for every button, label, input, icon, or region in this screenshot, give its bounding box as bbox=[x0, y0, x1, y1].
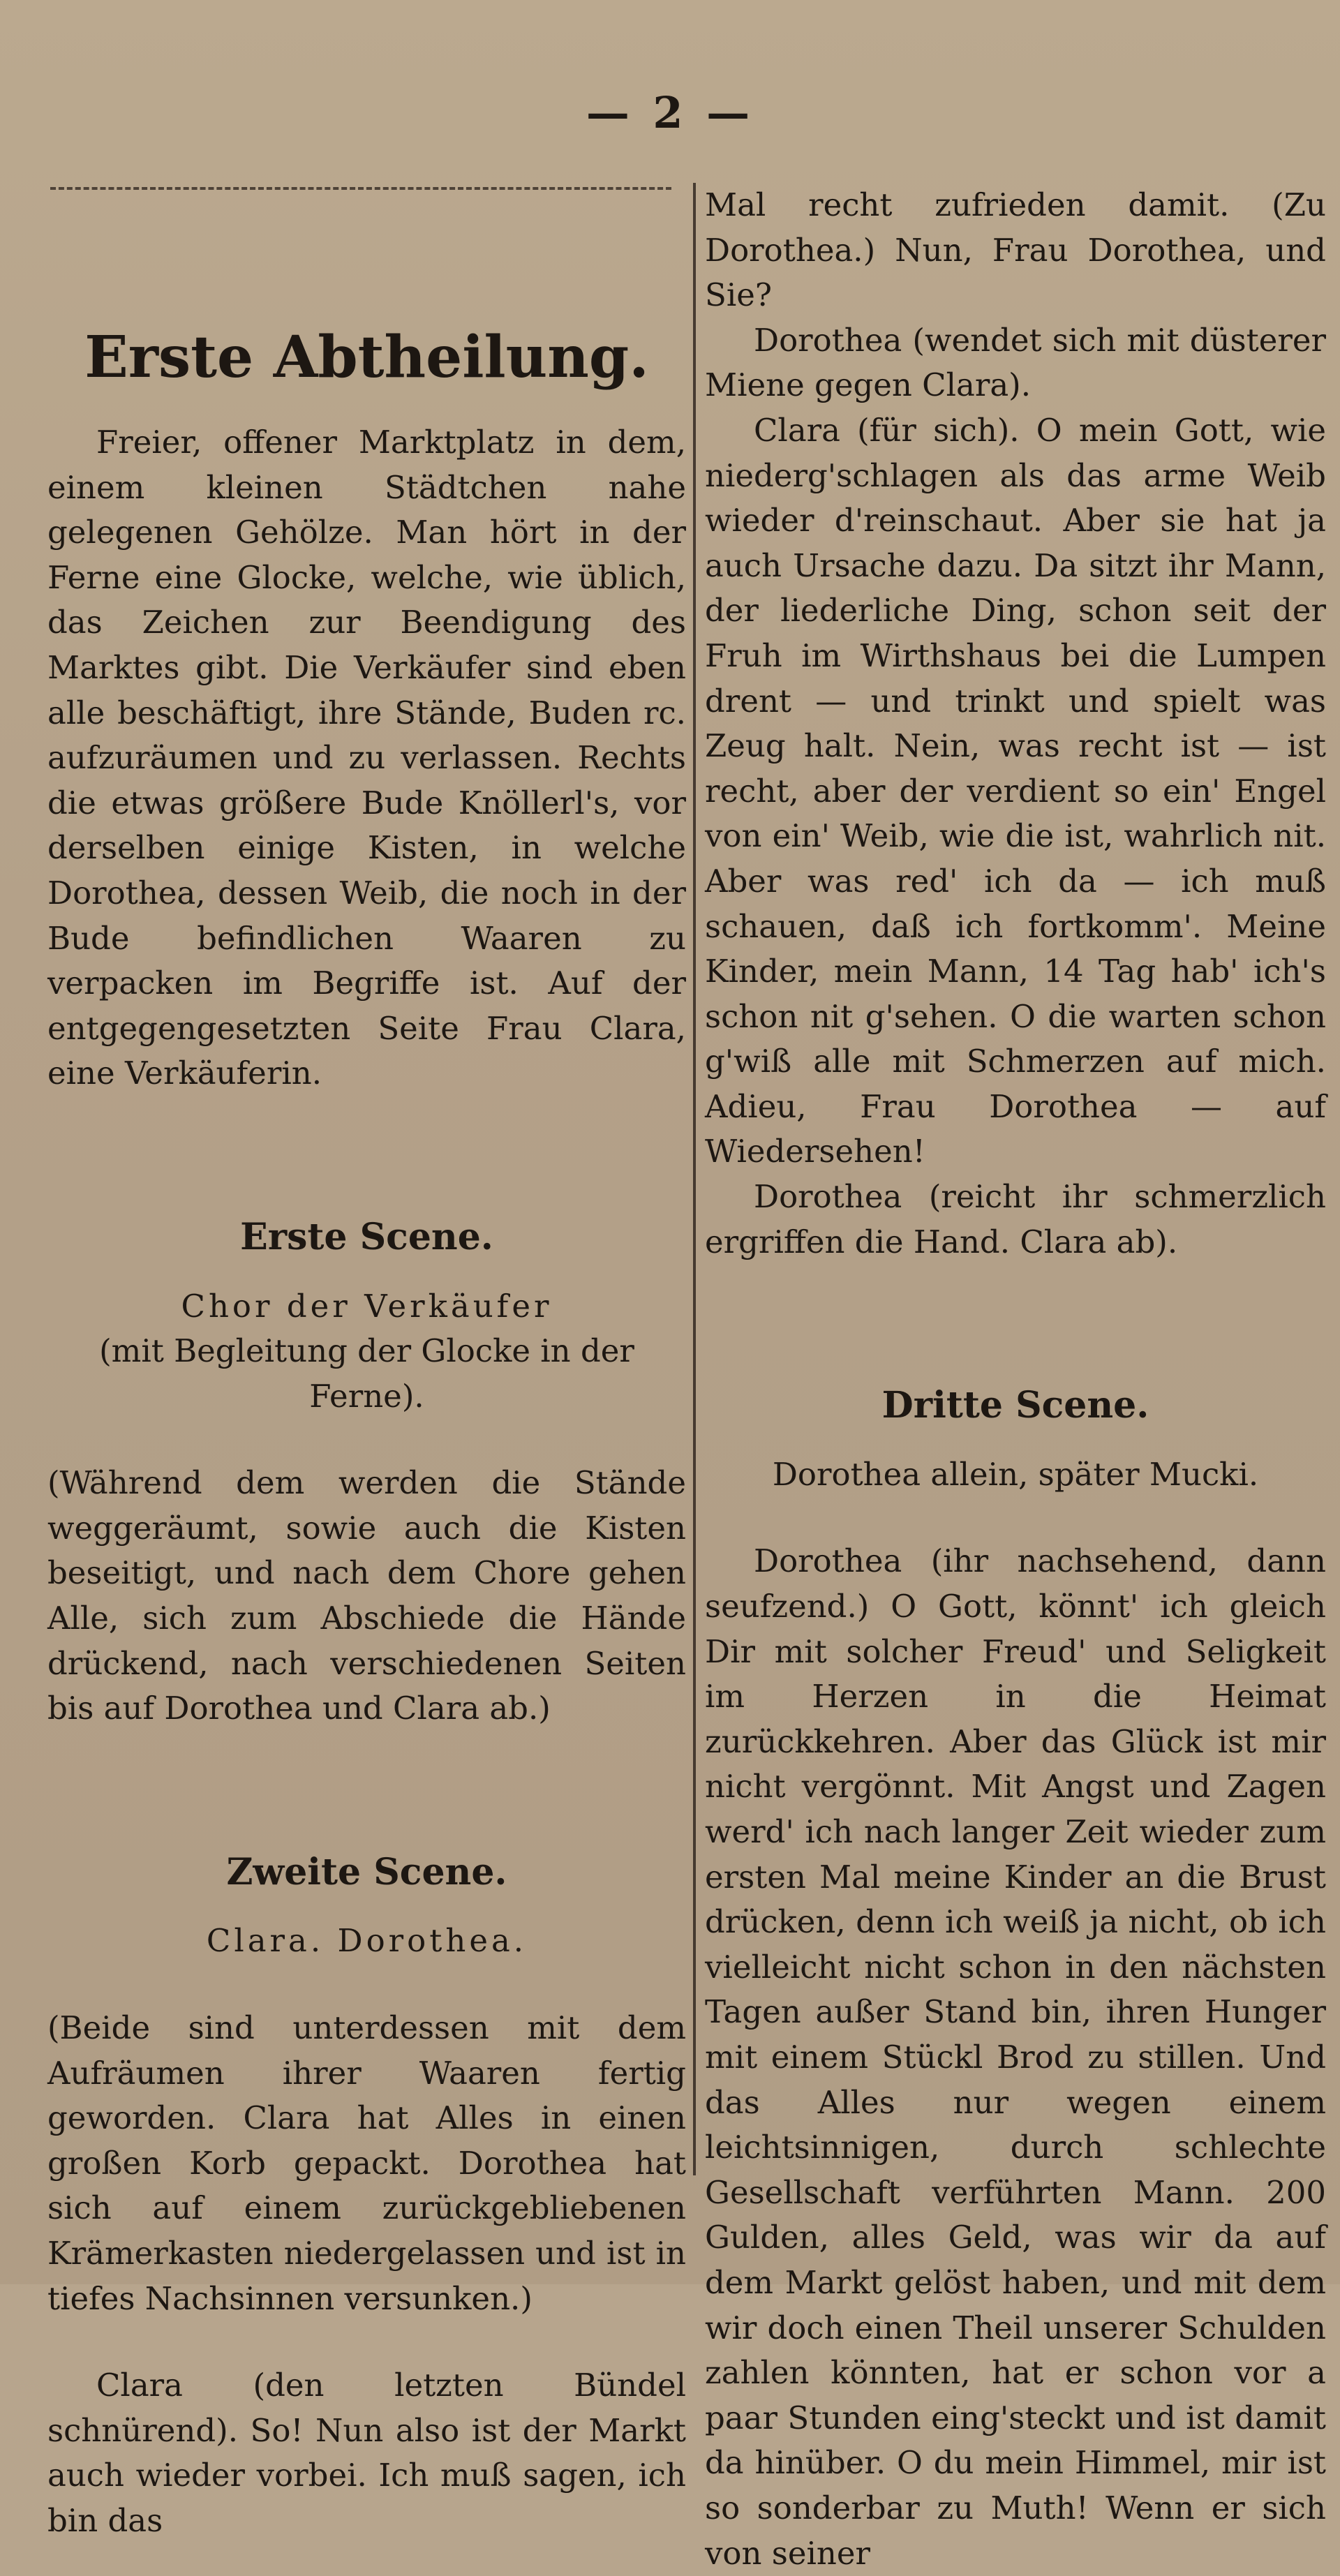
scene-2-direction: (Beide sind unterdessen mit dem Aufräumen ihrer Waaren fertig geworden. Clara hat Alles in einen großen Korb gepackt. Dorothea hat sich auf einem zurückgebliebenen Krämerkasten niedergelassen und ist in tiefes Nachsinnen versunken.) bbox=[47, 2009, 686, 2317]
scene-1-direction: (Während dem werden die Stände weggeräumt, sowie auch die Kisten beseitigt, und nach dem Chore gehen Alle, sich zum Abschiede die Hände drückend, nach verschiedenen Seiten bis auf Dorothea und Clara ab.) bbox=[47, 1464, 686, 1727]
scene-2-title: Zweite Scene. bbox=[226, 1850, 507, 1893]
dorothea-action: Dorothea (wendet sich mit düsterer Miene gegen Clara). bbox=[705, 321, 1326, 404]
scene-3-title: Dritte Scene. bbox=[881, 1384, 1149, 1427]
clara-speech-1: Clara (den letzten Bündel schnürend). So! Nun also ist der Markt auch wieder vorbei. Ich muß sagen, ich bin das bbox=[47, 2367, 686, 2539]
scene-1-chorus: Chor der Verkäufer bbox=[181, 1287, 553, 1325]
scene-2-characters: Clara. Dorothea. bbox=[206, 1922, 528, 1960]
clara-speech-2: Clara (für sich). O mein Gott, wie niederg'schlagen als das arme Weib wieder d'reinschaut. Aber sie hat ja auch Ursache dazu. Da sitzt ihr Mann, der liederliche Ding, schon seit der Fruh im Wirthshaus bei die Lumpen drent — und trinkt und spielt was Zeug halt. Nein, was recht ist — ist recht, aber der verdient so ein' Engel von ein' Weib, wie die ist, wahrlich nit. Aber was red' ich da — ich muß schauen, daß ich fortkomm'. Meine Kinder, mein Mann, 14 Tag hab' ich's schon nit g'sehen. O die warten schon g'wiß alle mit Schmerzen auf mich. Adieu, Frau Dorothea — auf Wiedersehen! bbox=[705, 411, 1326, 1170]
stage-setting: Freier, offener Marktplatz in dem, einem kleinen Städtchen nahe gelegenen Gehölze. Man hört in der Ferne eine Glocke, welche, wie üblich, das Zeichen zur Beendigung des Marktes gibt. Die Verkäufer sind eben alle beschäftigt, ihre Stände, Buden rc. aufzuräumen und zu verlassen. Rechts die etwas größere Bude Knöllerl's, vor derselben einige Kisten, in welche Dorothea, dessen Weib, die noch in der Bude befindlichen Waaren zu verpacken im Begriffe ist. Auf der entgegengesetzten Seite Frau Clara, eine Verkäuferin. bbox=[47, 424, 686, 1092]
page-number: — 2 — bbox=[586, 87, 754, 138]
clara-continuation: Mal recht zufrieden damit. (Zu Dorothea.) Nun, Frau Dorothea, und Sie? bbox=[705, 186, 1326, 314]
left-column bbox=[47, 183, 686, 2544]
column-divider bbox=[693, 183, 696, 2175]
scene-1-title: Erste Scene. bbox=[240, 1215, 493, 1258]
section-heading: Erste Abtheilung. bbox=[84, 324, 649, 391]
right-column bbox=[705, 183, 1326, 2576]
scene-1-accompaniment: (mit Begleitung der Glocke in der Ferne). bbox=[99, 1332, 634, 1415]
dorothea-speech: Dorothea (ihr nachsehend, dann seufzend.) O Gott, könnt' ich gleich Dir mit solcher Freud' und Seligkeit im Herzen in die Heimat zurückkehren. Aber das Glück ist mir nicht vergönnt. Mit Angst und Zagen werd' ich nach langer Zeit wieder zum ersten Mal meine Kinder an die Brust drücken, denn ich weiß ja nicht, ob ich vielleicht nicht schon in den nächsten Tagen außer Stand bin, ihren Hunger mit einem Stückl Brod zu stillen. Und das Alles nur wegen einem leichtsinnigen, durch schlechte Gesellschaft verführten Mann. 200 Gulden, alles Geld, was wir da auf dem Markt gelöst haben, und mit dem wir doch einen Theil unserer Schulden zahlen könnten, hat er schon vor a paar Stunden eing'steckt und ist damit da hinüber. O du mein Himmel, mir ist so sonderbar zu Muth! Wenn er sich von seiner bbox=[705, 1542, 1326, 2572]
dorothea-hand: Dorothea (reicht ihr schmerzlich ergriffen die Hand. Clara ab). bbox=[705, 1178, 1326, 1260]
scene-3-characters: Dorothea allein, später Mucki. bbox=[772, 1455, 1259, 1493]
